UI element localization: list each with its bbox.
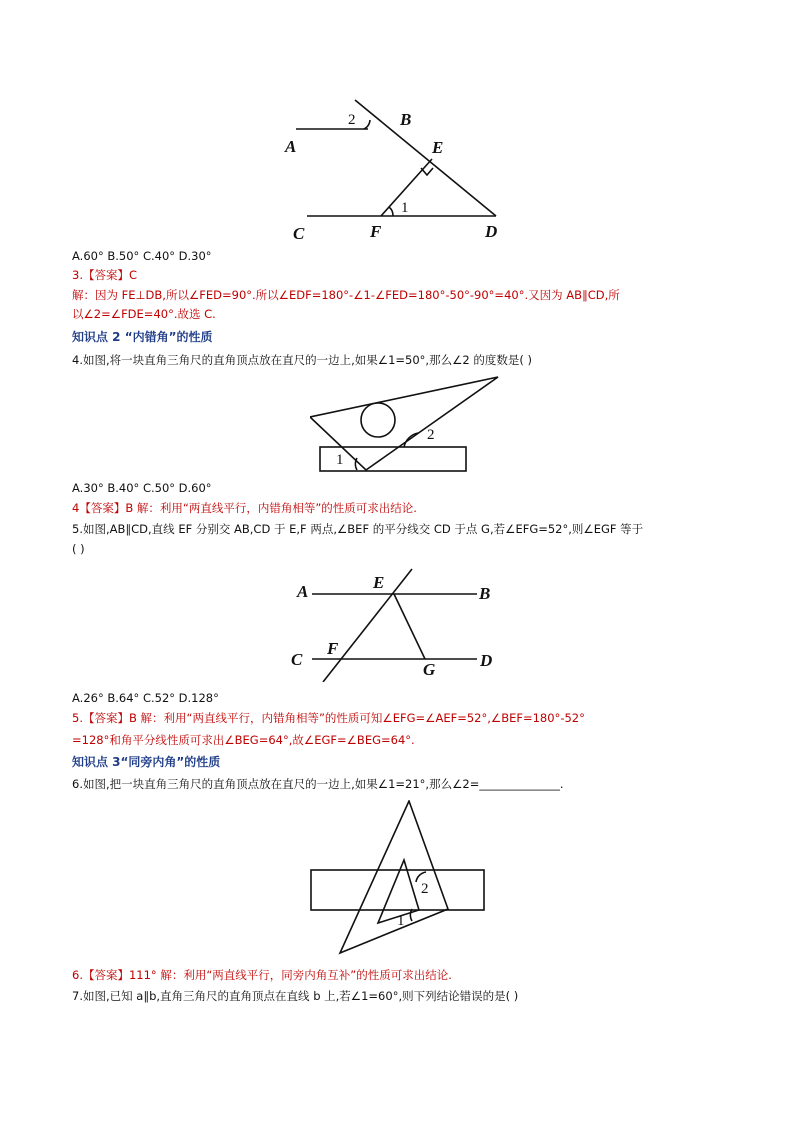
q3-solution-line1: 解：因为 FE⊥DB,所以∠FED=90°.所以∠EDF=180°-∠1-∠FED=180°-50°-90°=40°.又因为 AB∥CD,所 xyxy=(72,288,620,302)
q3-solution-line2: 以∠2=∠FDE=40°.故选 C. xyxy=(72,307,216,321)
angle-1-arc xyxy=(389,207,393,216)
set-square xyxy=(340,801,448,953)
label-angle-2: 2 xyxy=(348,112,356,128)
q5-question-line1: 5.如图,AB∥CD,直线 EF 分别交 AB,CD 于 E,F 两点,∠BEF 的平分线交 CD 于点 G,若∠EFG=52°,则∠EGF 等于 xyxy=(72,522,644,536)
label-angle-1: 1 xyxy=(401,200,409,216)
q5-options: A.26° B.64° C.52° D.128° xyxy=(72,691,219,705)
q6-answer: 6.【答案】111° 解：利用“两直线平行，同旁内角互补”的性质可求出结论. xyxy=(72,968,452,982)
figure-ruler-triangle-2 xyxy=(305,800,490,960)
q4-question: 4.如图,将一块直角三角尺的直角顶点放在直尺的一边上,如果∠1=50°,那么∠2 的度数是( ) xyxy=(72,353,532,367)
line-bd xyxy=(355,100,496,216)
figure-parallel-lines-triangle xyxy=(280,95,520,245)
q5-answer-line2: =128°和角平分线性质可求出∠BEG=64°,故∠EGF=∠BEG=64°. xyxy=(72,733,415,747)
set-square-hole xyxy=(361,403,395,437)
line-eg xyxy=(394,594,425,659)
q7-question: 7.如图,已知 a∥b,直角三角尺的直角顶点在直线 b 上,若∠1=60°,则下列结论错误的是( ) xyxy=(72,989,519,1003)
label-b: B xyxy=(479,584,491,603)
label-a: A xyxy=(285,137,297,156)
figure-parallel-lines-bisector xyxy=(285,567,505,682)
right-angle-mark xyxy=(421,168,433,175)
figure-ruler-triangle-1 xyxy=(310,372,510,480)
label-angle-1: 1 xyxy=(397,913,405,929)
q4-answer: 4【答案】B 解：利用“两直线平行，内错角相等”的性质可求出结论. xyxy=(72,501,417,515)
section-2-heading: 知识点 2 “内错角”的性质 xyxy=(72,330,213,344)
label-a: A xyxy=(297,582,309,601)
label-angle-2: 2 xyxy=(427,427,435,443)
label-g: G xyxy=(423,660,436,679)
label-e: E xyxy=(373,573,385,592)
label-angle-2: 2 xyxy=(421,881,429,897)
label-d: D xyxy=(480,651,493,670)
label-b: B xyxy=(400,110,412,129)
label-angle-1: 1 xyxy=(336,452,344,468)
label-d: D xyxy=(485,222,498,241)
section-3-heading: 知识点 3“同旁内角”的性质 xyxy=(72,755,221,769)
angle-1-arc xyxy=(410,909,412,921)
label-f: F xyxy=(327,639,339,658)
q6-question: 6.如图,把一块直角三角尺的直角顶点放在直尺的一边上,如果∠1=21°,那么∠2=______________. xyxy=(72,777,564,791)
line-ef xyxy=(323,569,412,682)
q3-answer: 3.【答案】C xyxy=(72,268,138,282)
q2-options: A.60° B.50° C.40° D.30° xyxy=(72,249,212,263)
q5-answer-line1: 5.【答案】B 解：利用“两直线平行，内错角相等”的性质可知∠EFG=∠AEF=52°,∠BEF=180°-52° xyxy=(72,711,585,725)
q5-question-line2: ( ) xyxy=(72,542,85,556)
angle-2-arc xyxy=(364,120,370,129)
q4-options: A.30° B.40° C.50° D.60° xyxy=(72,481,212,495)
label-e: E xyxy=(432,138,444,157)
angle-1-arc xyxy=(355,458,357,470)
label-c: C xyxy=(291,650,303,669)
label-f: F xyxy=(370,222,382,241)
label-c: C xyxy=(293,224,305,243)
